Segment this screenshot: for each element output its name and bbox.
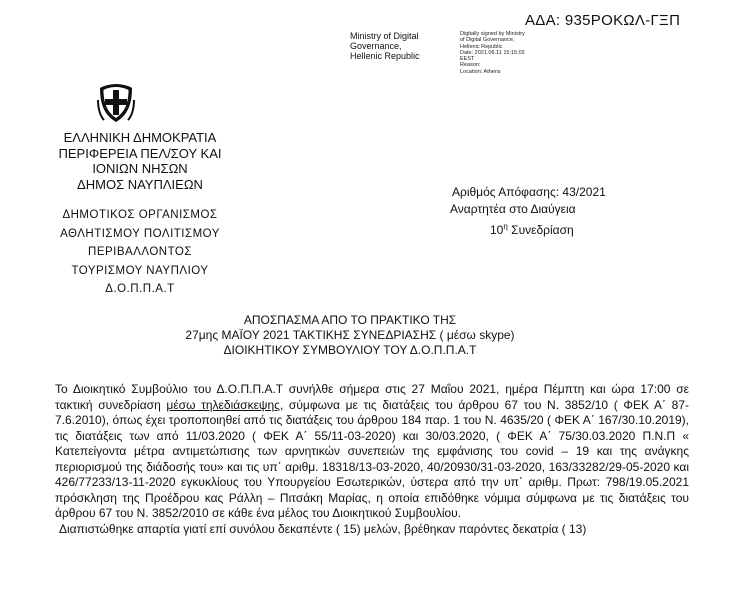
session-number: [450, 218, 606, 239]
organization-name: [30, 206, 250, 299]
minutes-body: [55, 382, 689, 537]
quorum-text: Διαπιστώθηκε απαρτία γιατί επί συνόλου δεκαπέντε ( 15) μελών, βρέθηκαν παρόντες δεκατρία ( 13): [59, 521, 587, 536]
decision-number: Αριθμός Απόφασης: 43/2021: [452, 185, 606, 199]
extract-title: [100, 313, 600, 358]
extract-line: ΔΙΟΙΚΗΤΙΚΟΥ ΣΥΜΒΟΥΛΙΟΥ ΤΟΥ Δ.Ο.Π.Π.Α.Τ: [223, 343, 477, 357]
organization-line: ΔΗΜΟΤΙΚΟΣ ΟΡΓΑΝΙΣΜΟΣ: [62, 209, 218, 221]
body-paragraph: [55, 522, 689, 538]
signature-detail-line: Digitally signed by Ministry: [460, 31, 525, 37]
ada-code: ΑΔΑ: 935ΡΟΚΩΛ-ΓΞΠ: [525, 12, 681, 29]
signature-details: [460, 31, 580, 75]
signature-detail-line: Hellenic Republic: [460, 43, 503, 50]
signature-detail-line: of Digital Governance,: [460, 37, 515, 44]
letterhead-line: ΔΗΜΟΣ ΝΑΥΠΛΙΕΩΝ: [77, 176, 203, 192]
session-sup: η: [503, 222, 508, 231]
signature-organization: [350, 31, 450, 61]
signature-detail-line: Reason:: [460, 62, 481, 69]
signature-org-line: Governance,: [350, 41, 402, 51]
organization-line: ΤΟΥΡΙΣΜΟΥ ΝΑΥΠΛΙΟΥ: [71, 264, 209, 277]
signature-org-line: Ministry of Digital: [350, 31, 419, 41]
session-num: 10: [490, 223, 504, 237]
signature-detail-line: EEST: [460, 56, 475, 63]
body-text-a: Το Διοικητικό Συμβούλιο του Δ.Ο.Π.Π.Α.Τ συνήλθε σήμερα στις 27 Μαΐου 2021, ημέρα Πέμπτη και ώρα 17:00 σε τακτική συνεδρίαση: [55, 382, 689, 412]
organization-line: ΑΘΛΗΤΙΣΜΟΥ ΠΟΛΙΤΙΣΜΟΥ: [60, 227, 220, 240]
body-paragraph: [55, 382, 689, 522]
signature-detail-line: Location: Athens: [460, 68, 501, 75]
body-text-underlined: μέσω τηλεδιάσκεψης: [166, 397, 280, 412]
body-text-b: , σύμφωνα με τις διατάξεις του άρθρου 67 του Ν. 3852/10 ( ΦΕΚ Α΄ 87-7.6.2010), όπως έχει τροποποιηθεί από τις διατάξεις του άρθρου 184 παρ. 1 του Ν. 4635/20 ( ΦΕΚ Α΄ 167/30.10.2019), τις διατάξεις των από 11/03.2020 ( ΦΕΚ Α΄ 55/11-03-2020) και 30/03.2020, ( ΦΕΚ Α΄ 75/30.03.2020 Π.Ν.Π « Κατεπείγοντα μέτρα αντιμετώπισης των αρνητικών συνεπειών της εμφάνισης του covid – 19 και της ανάγκης περιορισμού της διάδοσής του» και τις υπ΄ αριθμ. 18318/13-03-2020, 40/20930/31-03-2020, 163/33282/29-05-2020 και 426/77233/13-11-2020 εγκυκλίους του Υπουργείου Εσωτερικών, ύστερα από την υπ΄ αριθμ. Πρωτ: 798/19.05.2021 πρόσκληση της Προέδρου κας Ράλλη – Πιτσάκη Μαρίας, η οποία επιδόθηκε νόμιμα σύμφωνα με τις διατάξεις του άρθρου 67 του Ν. 3852/2010 σε κάθε ένα μέλος του Διοικητικού Συμβουλίου.: [55, 397, 689, 520]
session-label: Συνεδρίαση: [507, 223, 574, 237]
decision-info: [450, 184, 606, 239]
letterhead: [30, 130, 250, 192]
letterhead-line: ΙΟΝΙΩΝ ΝΗΣΩΝ: [92, 161, 188, 176]
letterhead-line: ΠΕΡΙΦΕΡΕΙΑ ΠΕΛ/ΣΟΥ ΚΑΙ: [58, 145, 222, 161]
extract-line: ΑΠΟΣΠΑΣΜΑ ΑΠΟ ΤΟ ΠΡΑΚΤΙΚΟ ΤΗΣ: [243, 313, 457, 327]
hellenic-emblem-icon: [96, 82, 136, 124]
posting-note: Αναρτητέα στο Διαύγεια: [450, 202, 576, 216]
letterhead-line: ΕΛΛΗΝΙΚΗ ΔΗΜΟΚΡΑΤΙΑ: [63, 130, 217, 145]
signature-detail-line: Date: 2021.06.11 15:15:02: [460, 49, 525, 56]
signature-org-line: Hellenic Republic: [350, 51, 420, 61]
organization-line: Δ.Ο.Π.Π.Α.Τ: [105, 283, 175, 295]
organization-line: ΠΕΡΙΒΑΛΛΟΝΤΟΣ: [88, 246, 192, 258]
extract-line: 27μης ΜΑΪΟΥ 2021 ΤΑΚΤΙΚΗΣ ΣΥΝΕΔΡΙΑΣΗΣ ( μέσω skype): [185, 328, 515, 342]
